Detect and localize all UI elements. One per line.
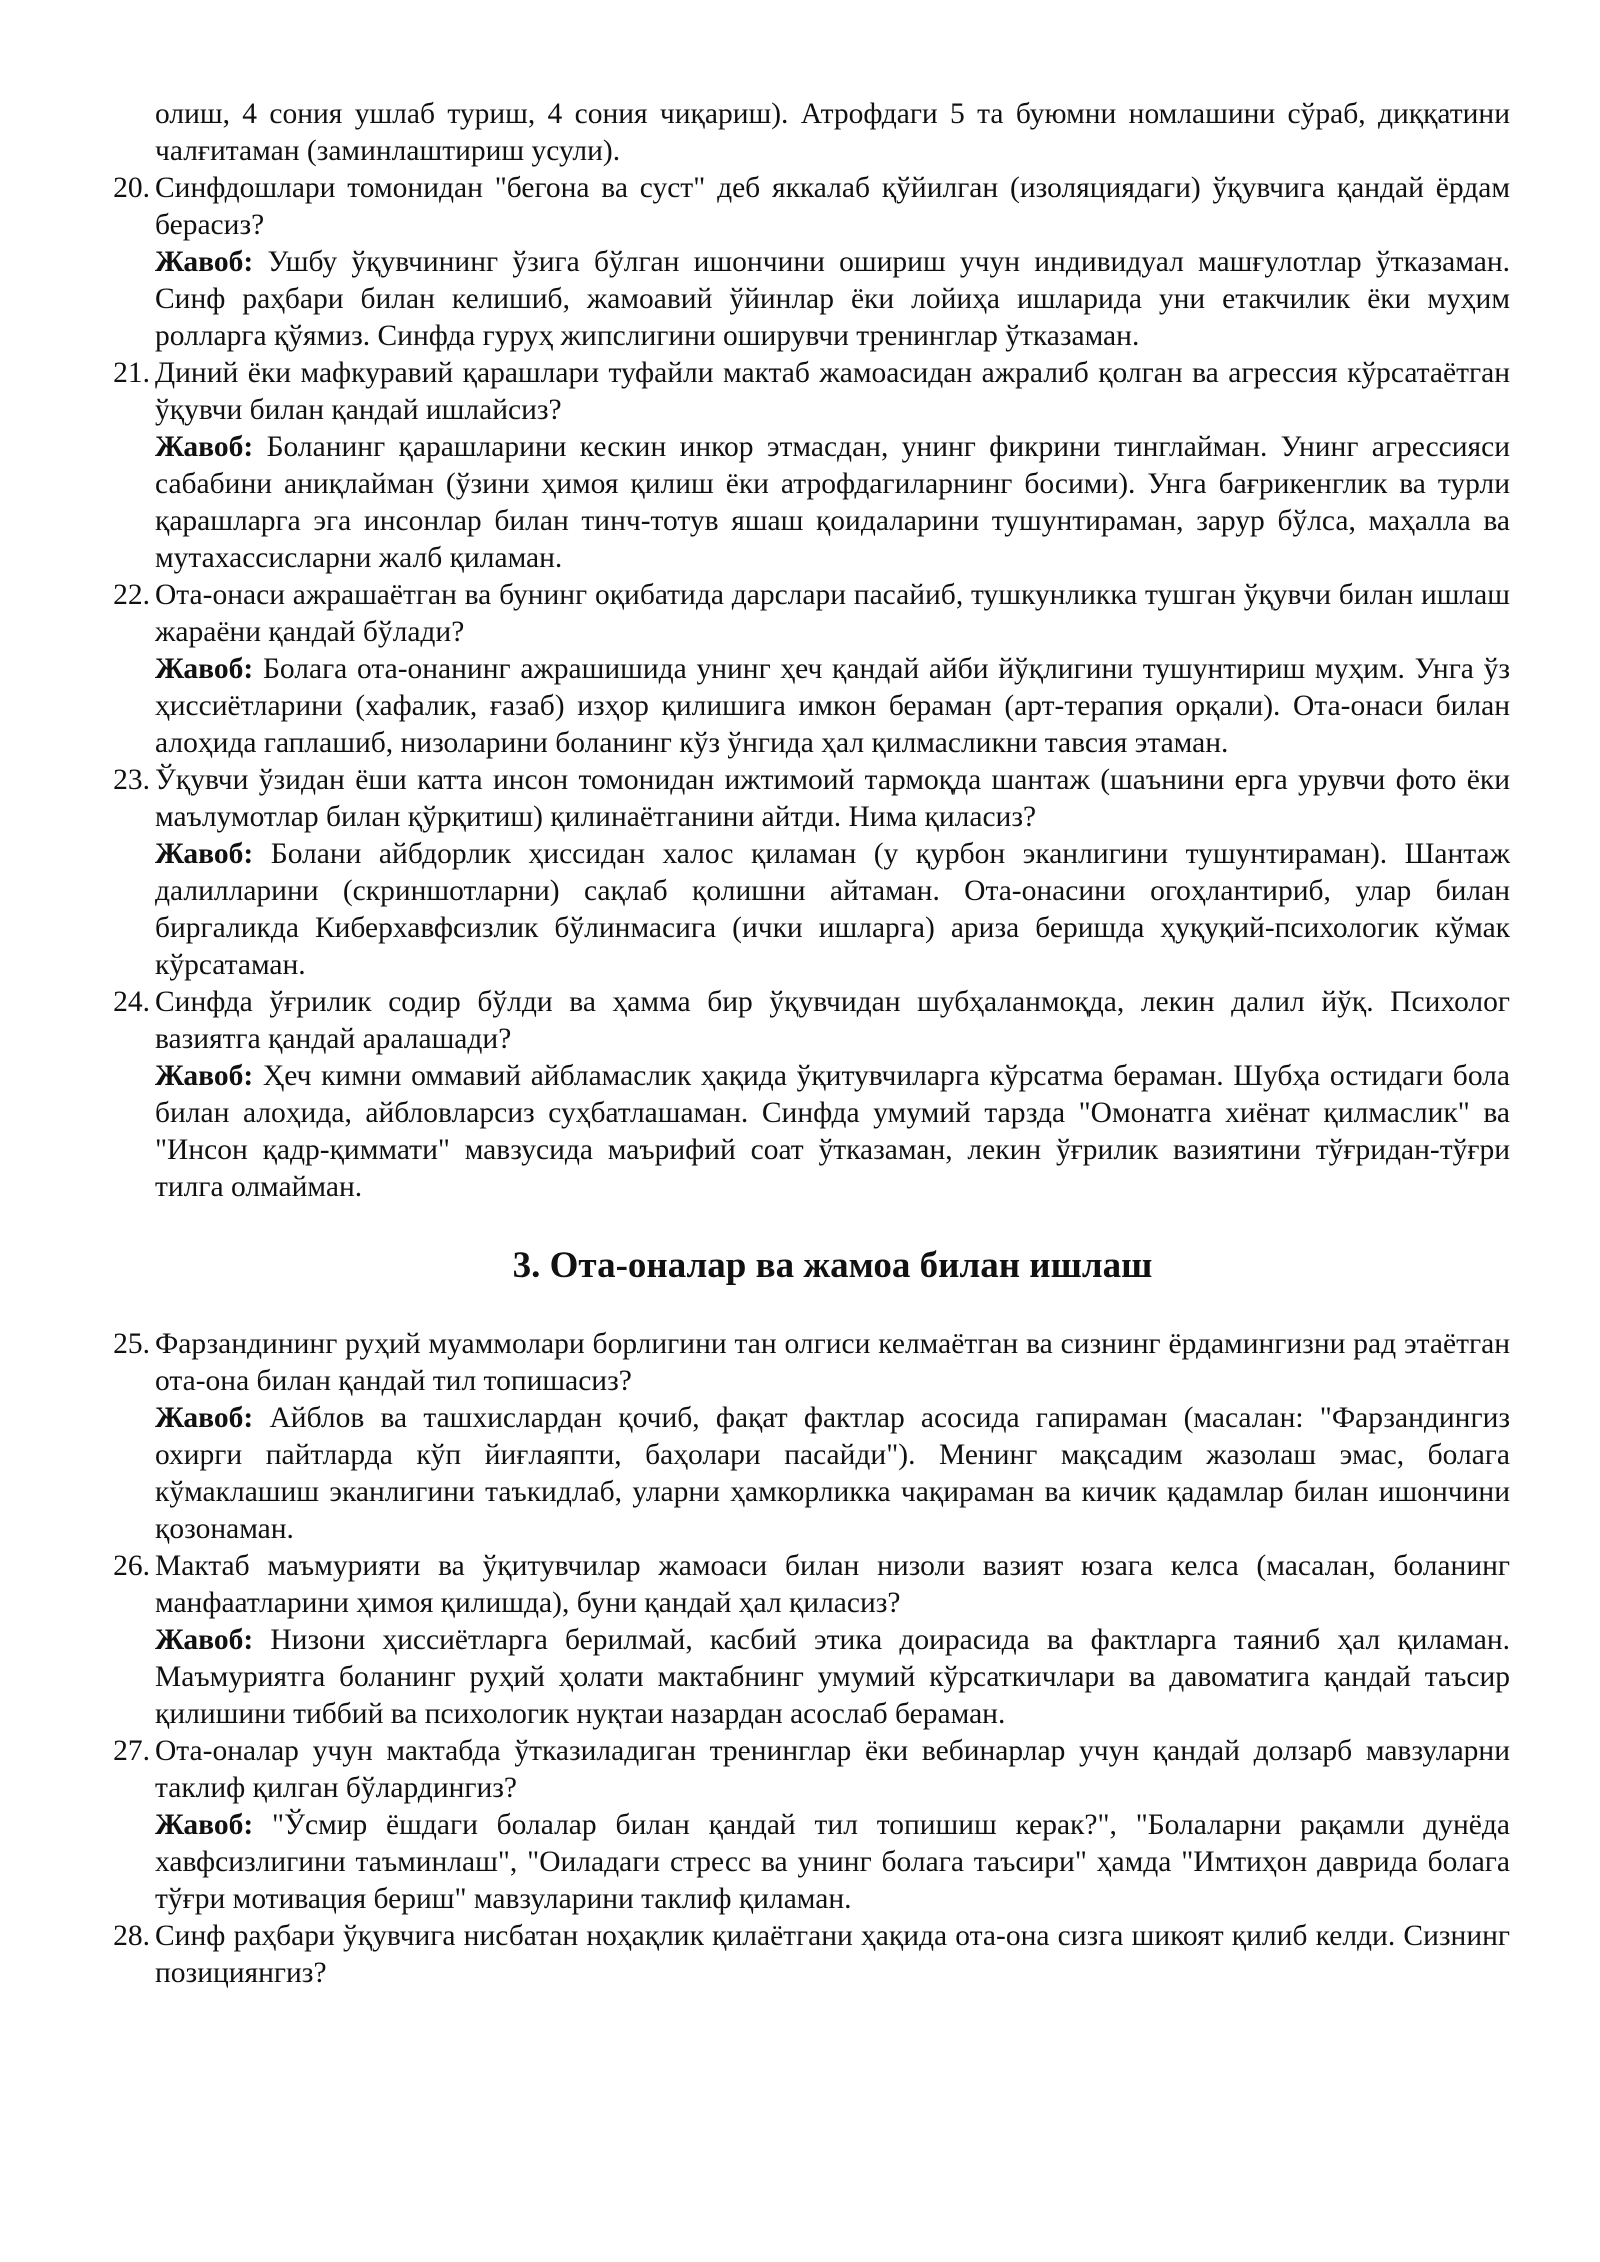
item-number: 24. <box>113 986 150 1018</box>
question-item-22 <box>113 577 1511 762</box>
answer-label: Жавоб: <box>155 1809 254 1841</box>
question-text: Синф раҳбари ўқувчига нисбатан ноҳақлик қилаётгани ҳақида ота-она сизга шикоят қилиб келди. Сизнинг позициянгиз? <box>155 1920 1510 1989</box>
answer-label: Жавоб: <box>155 653 254 685</box>
answer-paragraph <box>155 1400 1510 1548</box>
question-text: Мактаб маъмурияти ва ўқитувчилар жамоаси билан низоли вазият юзага келса (масалан, боланинг манфаатларини ҳимоя қилишда), буни қандай ҳал қиласиз? <box>155 1550 1510 1619</box>
answer-text: Низони ҳиссиётларга берилмай, касбий этика доирасида ва фактларга таяниб ҳал қиламан. Маъмуриятга боланинг руҳий ҳолати мактабнинг умумий кўрсаткичлари ва давоматига қандай таъсир қилишини тиббий ва психологик нуқтаи назардан асослаб бераман. <box>155 1624 1511 1730</box>
question-item-25 <box>113 1326 1511 1548</box>
answer-paragraph <box>155 1622 1510 1733</box>
item-number: 26. <box>113 1550 150 1582</box>
answer-text: Айблов ва ташхислардан қочиб, фақат фактлар асосида гапираман (масалан: "Фарзандингиз охирги пайтларда кўп йиғлаяпти, баҳолари пасайди"). Менинг мақсадим жазолаш эмас, болага кўмаклашиш эканлигини таъкидлаб, уларни ҳамкорликка чақираман ва кичик қадамлар билан ишончини қозонаман. <box>155 1402 1511 1545</box>
answer-label: Жавоб: <box>155 1060 254 1092</box>
answer-text: Болани айбдорлик ҳиссидан халос қиламан (у қурбон эканлигини тушунтираман). Шантаж далилларини (скриншотларни) сақлаб қолишни айтаман. Ота-онасини огоҳлантириб, улар билан биргаликда Киберхавфсизлик бўлинмасига (ички ишларга) ариза беришда ҳуқуқий-психологик кўмак кўрсатаман. <box>155 838 1510 981</box>
answer-paragraph <box>155 651 1510 762</box>
item-number: 27. <box>113 1735 150 1767</box>
question-text: Синфдошлари томонидан "бегона ва суст" деб яккалаб қўйилган (изоляциядаги) ўқувчига қандай ёрдам берасиз? <box>155 172 1510 241</box>
answer-text: Боланинг қарашларини кескин инкор этмасдан, унинг фикрини тинглайман. Унинг агрессияси сабабини аниқлайман (ўзини ҳимоя қилиш ёки атрофдагиларнинг босими). Унга бағрикенглик ва турли қарашларга эга инсонлар билан тинч-тотув яшаш қоидаларини тушунтираман, зарур бўлса, маҳалла ва мутахассисларни жалб қиламан. <box>155 431 1510 574</box>
answer-paragraph <box>155 429 1510 577</box>
answer-label: Жавоб: <box>155 431 254 463</box>
intro-continuation: олиш, 4 сония ушлаб туриш, 4 сония чиқариш). Атрофдаги 5 та буюмни номлашини сўраб, диққатини чалғитаман (заминлаштириш усули). <box>155 98 1510 167</box>
answer-text: Ушбу ўқувчининг ўзига бўлган ишончини ошириш учун индивидуал машғулотлар ўтказаман. Синф раҳбари билан келишиб, жамоавий ўйинлар ёки лойиҳа ишларида уни етакчилик ёки муҳим ролларга қўямиз. Синфда гуруҳ жипслигини оширувчи тренинглар ўтказаман. <box>155 246 1510 352</box>
question-item-24 <box>113 984 1510 1206</box>
item-number: 22. <box>113 579 150 611</box>
answer-label: Жавоб: <box>155 1624 254 1656</box>
answer-label: Жавоб: <box>155 246 254 278</box>
answer-label: Жавоб: <box>155 838 254 870</box>
question-text: Ота-оналар учун мактабда ўтказиладиган тренинглар ёки вебинарлар учун қандай долзарб мавзуларни таклиф қилган бўлардингиз? <box>155 1735 1510 1804</box>
question-item-26 <box>113 1548 1511 1733</box>
item-number: 28. <box>113 1920 150 1952</box>
item-number: 23. <box>113 764 150 796</box>
question-item-20 <box>113 170 1510 355</box>
question-text: Синфда ўғрилик содир бўлди ва ҳамма бир ўқувчидан шубҳаланмоқда, лекин далил йўқ. Психолог вазиятга қандай аралашади? <box>155 986 1510 1055</box>
question-item-21 <box>113 355 1510 577</box>
answer-paragraph <box>155 244 1510 355</box>
answer-paragraph <box>155 1058 1510 1206</box>
question-text: Диний ёки мафкуравий қарашлари туфайли мактаб жамоасидан ажралиб қолган ва агрессия кўрсатаётган ўқувчи билан қандай ишлайсиз? <box>155 357 1510 426</box>
item-number: 20. <box>113 172 150 204</box>
question-text: Ўқувчи ўзидан ёши катта инсон томонидан ижтимоий тармоқда шантаж (шаънини ерга урувчи фото ёки маълумотлар билан қўрқитиш) қилинаётганини айтди. Нима қиласиз? <box>155 764 1510 833</box>
question-text: Ота-онаси ажрашаётган ва бунинг оқибатида дарслари пасайиб, тушкунликка тушган ўқувчи билан ишлаш жараёни қандай бўлади? <box>155 579 1510 648</box>
answer-text: Ҳеч кимни оммавий айбламаслик ҳақида ўқитувчиларга кўрсатма бераман. Шубҳа остидаги бола билан алоҳида, айбловларсиз суҳбатлашаман. Синфда умумий тарзда "Омонатга хиёнат қилмаслик" ва "Инсон қадр-қиммати" мавзусида маърифий соат ўтказаман, лекин ўғрилик вазиятини тўғридан-тўғри тилга олмайман. <box>155 1060 1510 1203</box>
answer-paragraph <box>155 1807 1510 1918</box>
section-heading: 3. Ота-оналар ва жамоа билан ишлаш <box>512 1245 1153 1286</box>
answer-text: Болага ота-онанинг ажрашишида унинг ҳеч қандай айби йўқлигини тушунтириш муҳим. Унга ўз ҳиссиётларини (хафалик, ғазаб) изҳор қилишига имкон бераман (арт-терапия орқали). Ота-онаси билан алоҳида гаплашиб, низоларини боланинг кўз ўнгида ҳал қилмасликни тавсия этаман. <box>155 653 1511 759</box>
answer-paragraph <box>155 836 1510 984</box>
answer-text: "Ўсмир ёшдаги болалар билан қандай тил топишиш керак?", "Болаларни рақамли дунёда хавфсизлигини таъминлаш", "Оиладаги стресс ва унинг болага таъсири" ҳамда "Имтиҳон даврида болага тўғри мотивация бериш" мавзуларини таклиф қиламан. <box>155 1809 1511 1915</box>
question-item-23 <box>113 762 1510 984</box>
question-text: Фарзандининг руҳий муаммолари борлигини тан олгиси келмаётган ва сизнинг ёрдамингизни рад этаётган ота-она билан қандай тил топишасиз? <box>155 1328 1510 1397</box>
answer-label: Жавоб: <box>155 1402 254 1434</box>
item-number: 21. <box>113 357 150 389</box>
question-item-28 <box>113 1918 1510 1992</box>
question-item-27 <box>113 1733 1511 1918</box>
item-number: 25. <box>113 1328 150 1360</box>
